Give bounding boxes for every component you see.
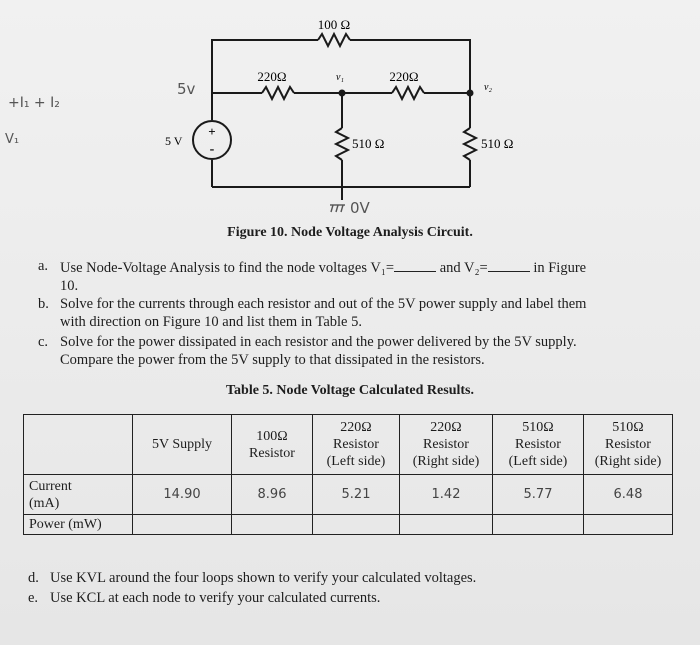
resistor-510-left-zigzag xyxy=(336,128,348,160)
resistor-220-left-zigzag xyxy=(262,87,294,99)
v1-blank[interactable] xyxy=(394,257,436,272)
table-header-row xyxy=(24,415,673,475)
handwritten-v1: V₁ xyxy=(5,132,20,147)
table-row-current xyxy=(24,475,673,515)
resistor-510-right-zigzag xyxy=(464,128,476,160)
question-e xyxy=(28,589,670,607)
resistor-220-right-zigzag xyxy=(392,87,424,99)
ground-icon xyxy=(330,205,345,212)
resistor-510-left-label: 510 Ω xyxy=(352,136,385,151)
power-510-right[interactable] xyxy=(584,515,673,535)
current-220-right[interactable]: 1.42 xyxy=(400,475,493,515)
resistor-220-left-label: 220Ω xyxy=(257,69,287,84)
question-b-line1: Solve for the currents through each resistor and out of the 5V power supply and label them xyxy=(60,296,587,312)
header-510-left: 510Ω Resistor (Left side) xyxy=(493,415,584,475)
question-a-text-mid: and V₂= xyxy=(436,260,488,276)
header-empty-cell xyxy=(24,415,133,475)
current-220-left[interactable]: 5.21 xyxy=(313,475,400,515)
question-a-text-after: in Figure xyxy=(529,260,587,276)
question-a-text-before: Use Node-Voltage Analysis to find the node voltages V₁= xyxy=(60,260,395,276)
question-d xyxy=(28,569,670,587)
handwritten-currents: +I₁ + I₂ xyxy=(8,95,60,111)
question-a-letter: a. xyxy=(38,258,49,274)
row-label-power: Power (mW) xyxy=(24,515,133,535)
question-b-line2: with direction on Figure 10 and list them in Table 5. xyxy=(60,314,362,330)
v2-blank[interactable] xyxy=(488,257,530,272)
table-row-power xyxy=(24,515,673,535)
circuit-diagram xyxy=(0,0,700,225)
current-5v-supply[interactable]: 14.90 xyxy=(133,475,232,515)
question-b-letter: b. xyxy=(38,296,49,312)
handwritten-5v: 5v xyxy=(177,80,196,98)
table-title: Table 5. Node Voltage Calculated Results. xyxy=(225,383,474,398)
header-100-resistor: 100Ω Resistor xyxy=(232,415,313,475)
resistor-220-right-label: 220Ω xyxy=(389,69,419,84)
question-a xyxy=(38,257,660,295)
source-plus: + xyxy=(208,124,216,139)
row-label-current: Current (mA) xyxy=(24,475,133,515)
question-b xyxy=(38,295,680,331)
results-table xyxy=(23,414,673,535)
power-510-left[interactable] xyxy=(493,515,584,535)
question-c-line1: Solve for the power dissipated in each resistor and the power delivered by the 5V supply. xyxy=(60,334,577,350)
question-a-text-cont: 10. xyxy=(60,278,79,294)
power-220-left[interactable] xyxy=(313,515,400,535)
resistor-100-zigzag xyxy=(318,34,350,46)
power-5v-supply[interactable] xyxy=(133,515,232,535)
header-220-left: 220Ω Resistor (Left side) xyxy=(313,415,400,475)
question-d-text: Use KVL around the four loops shown to verify your calculated voltages. xyxy=(50,570,477,586)
question-c xyxy=(38,333,680,369)
resistor-510-right-label: 510 Ω xyxy=(481,136,514,151)
current-100-resistor[interactable]: 8.96 xyxy=(232,475,313,515)
current-510-left[interactable]: 5.77 xyxy=(493,475,584,515)
source-minus: - xyxy=(209,142,215,157)
figure-caption: Figure 10. Node Voltage Analysis Circuit. xyxy=(227,225,473,240)
handwritten-ground-0v: 0V xyxy=(350,199,370,217)
question-c-letter: c. xyxy=(38,334,49,350)
header-5v-supply: 5V Supply xyxy=(133,415,232,475)
current-510-right[interactable]: 6.48 xyxy=(584,475,673,515)
node-v1-label: v₁ xyxy=(336,72,344,83)
node-v2-dot xyxy=(467,90,474,97)
node-v2-label: v₂ xyxy=(484,82,492,93)
question-c-line2: Compare the power from the 5V supply to that dissipated in the resistors. xyxy=(60,352,485,368)
header-220-right: 220Ω Resistor (Right side) xyxy=(400,415,493,475)
source-label: 5 V xyxy=(165,134,183,148)
question-e-text: Use KCL at each node to verify your calculated currents. xyxy=(50,590,381,606)
question-d-letter: d. xyxy=(28,570,39,586)
power-100-resistor[interactable] xyxy=(232,515,313,535)
question-e-letter: e. xyxy=(28,590,39,606)
node-v1-dot xyxy=(339,90,346,97)
resistor-100-label: 100 Ω xyxy=(317,17,351,32)
header-510-right: 510Ω Resistor (Right side) xyxy=(584,415,673,475)
power-220-right[interactable] xyxy=(400,515,493,535)
